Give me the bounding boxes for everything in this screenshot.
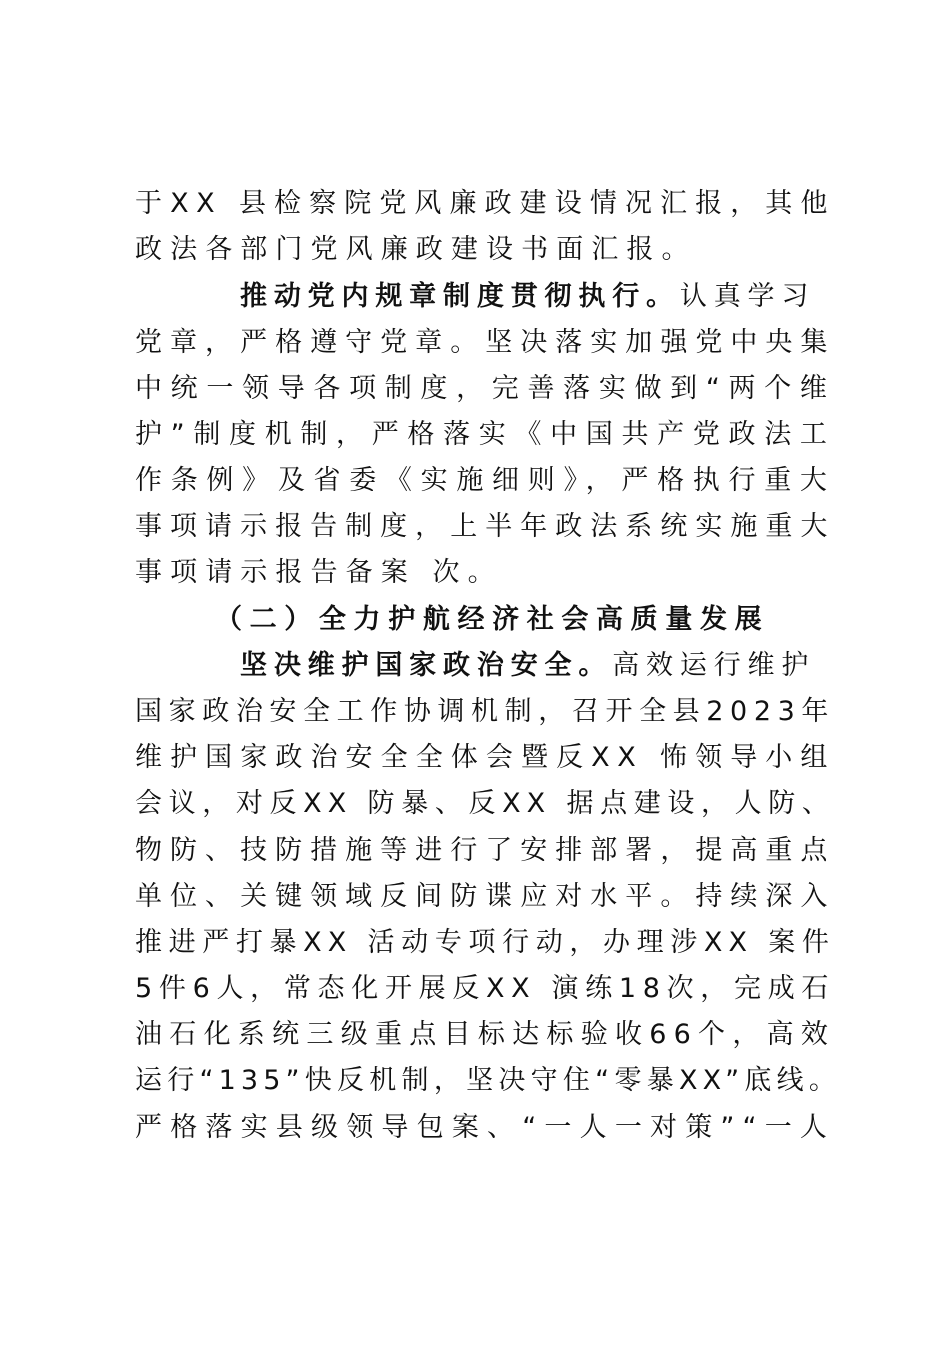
body-line [135,781,835,827]
body-line [135,412,835,458]
body-line [135,689,835,735]
body-line [135,828,835,874]
body-line [135,366,835,412]
line-text: 中统一领导各项制度，完善落实做到“两个维 [135,373,835,404]
line-text: 作条例》及省委《实施细则》，严格执行重大 [135,465,835,496]
line-text: 会议，对反XX 防暴、反XX 据点建设，人防、 [135,788,835,819]
body-line [135,320,835,366]
line-text: 运行“135”快反机制，坚决守住“零暴XX”底线。 [135,1065,841,1096]
line-text: 党章，严格遵守党章。坚决落实加强党中央集 [135,327,835,358]
line-text: 护”制度机制，严格落实《中国共产党政法工 [135,419,835,450]
body-line [135,920,835,966]
line-text: 单位、关键领域反间防谍应对水平。持续深入 [135,881,835,912]
line-text: 国家政治安全工作协调机制，召开全县2023年 [135,696,835,727]
paragraph-lead-heading: 坚决维护国家政治安全。 [240,650,613,681]
line-text: 物防、技防措施等进行了安排部署，提高重点 [135,835,835,866]
section-heading [215,597,775,643]
line-text: 维护国家政治安全全体会暨反XX 怖领导小组 [135,742,835,773]
line-text: 事项请示报告备案 次。 [135,557,503,588]
body-line [135,181,835,227]
body-line [135,1105,835,1151]
body-line [135,966,835,1012]
line-text: 5件6人，常态化开展反XX 演练18次，完成石 [135,973,835,1004]
body-line [135,550,835,596]
body-line [135,504,835,550]
section-heading-text: （二）全力护航经济社会高质量发展 [215,604,770,635]
body-line [240,643,815,689]
line-text: 油石化系统三级重点目标达标验收66个，高效 [135,1019,835,1050]
line-text: 于XX 县检察院党风廉政建设情况汇报，其他 [135,188,835,219]
line-text: 事项请示报告制度，上半年政法系统实施重大 [135,511,835,542]
line-text: 高效运行维护 [612,650,815,681]
line-text: 认真学习 [679,281,815,312]
body-line [135,874,835,920]
body-line [240,274,815,320]
line-text: 推进严打暴XX 活动专项行动，办理涉XX 案件 [135,927,835,958]
paragraph-lead-heading: 推动党内规章制度贯彻执行。 [240,281,680,312]
body-line [135,1058,841,1104]
body-line [135,1012,835,1058]
body-line [135,458,835,504]
body-line [135,227,835,273]
body-line [135,735,835,781]
line-text: 严格落实县级领导包案、“一人一对策”“一人 [135,1112,835,1143]
line-text: 政法各部门党风廉政建设书面汇报。 [135,234,697,265]
